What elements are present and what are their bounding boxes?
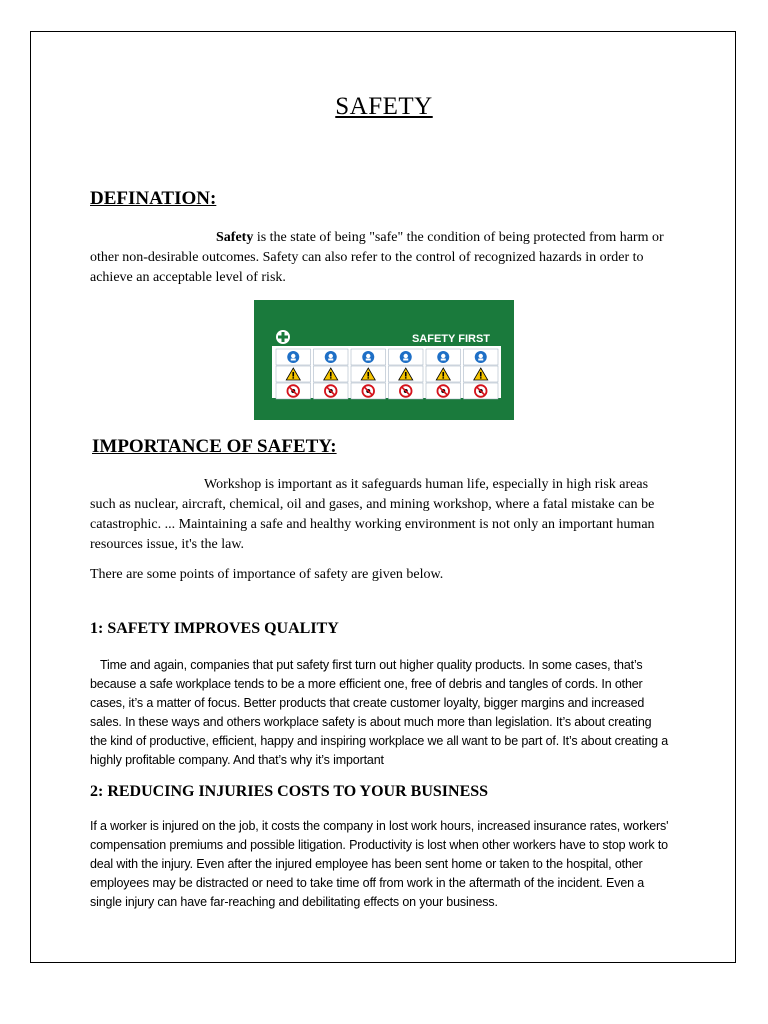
prohibition-icon: [426, 383, 461, 399]
safety-first-signboard: [254, 300, 514, 420]
prohibition-icon: [314, 383, 349, 399]
warning-icon: [464, 366, 499, 382]
prohibition-icon: [351, 383, 386, 399]
warning-icon: [314, 366, 349, 382]
point1-text: Time and again, companies that put safety first turn out higher quality products. In some cases, that’s because a safe workplace tends to be a more efficient one, free of debris and tangles of cords. In other cases, it’s a matter of focus. Better products that create customer loyalty, bigger margins and increased sales. In these ways and others workplace safety is about much more than legislation. It’s about creating the kind of productive, efficient, happy and inspiring workplace we all want to be part of. It’s about creating a highly profitable company. And that’s why it’s important: [90, 658, 669, 767]
definition-term: Safety: [216, 230, 254, 245]
point1-heading: 1: SAFETY IMPROVES QUALITY: [90, 620, 339, 637]
point2-paragraph: If a worker is injured on the job, it costs the company in lost work hours, increased insurance rates, workers' compensation premiums and possible litigation. Productivity is lost when other workers have to stop work to deal with the injury. Even after the injured employee has been sent home or taken to the hospital, other employees may be distracted or need to take time off from work in the aftermath of the incident. Even a single injury can have far-reaching and debilitating effects on your business.: [90, 819, 669, 909]
mandatory-icon: [351, 349, 386, 365]
mandatory-icon: [464, 349, 499, 365]
importance-heading: IMPORTANCE OF SAFETY:: [92, 436, 337, 457]
safety-signboard-graphic: [254, 300, 514, 420]
mandatory-icon: [276, 349, 311, 365]
prohibition-icon: [276, 383, 311, 399]
point2-heading: 2: REDUCING INJURIES COSTS TO YOUR BUSINESS: [90, 783, 489, 800]
prohibition-icon: [464, 383, 499, 399]
importance-points-intro: There are some points of importance of safety are given below.: [90, 567, 444, 582]
warning-icon: [276, 366, 311, 382]
prohibition-icon: [389, 383, 424, 399]
first-aid-icon: [276, 330, 290, 344]
definition-paragraph: [90, 228, 670, 288]
mandatory-icon: [426, 349, 461, 365]
warning-icon: [351, 366, 386, 382]
mandatory-icon: [389, 349, 424, 365]
warning-icon: [389, 366, 424, 382]
definition-heading: DEFINATION:: [90, 188, 217, 209]
signboard-label: SAFETY FIRST: [411, 333, 490, 345]
warning-icon: [426, 366, 461, 382]
importance-text: Workshop is important as it safeguards human life, especially in high risk areas such as nuclear, aircraft, chemical, oil and gases, and mining workshop, where a fatal mistake can be catastrophic. ... Maintaining a safe and healthy working environment is not only an important human resources issue, it's the law.: [90, 477, 655, 552]
definition-text: is the state of being "safe" the condition of being protected from harm or other non-desirable outcomes. Safety can also refer to the control of recognized hazards in order to achieve an acceptable level of risk.: [90, 230, 664, 285]
mandatory-icon: [314, 349, 349, 365]
importance-paragraph: [90, 475, 670, 555]
page-title: SAFETY: [335, 93, 433, 120]
point1-paragraph: [90, 656, 670, 770]
